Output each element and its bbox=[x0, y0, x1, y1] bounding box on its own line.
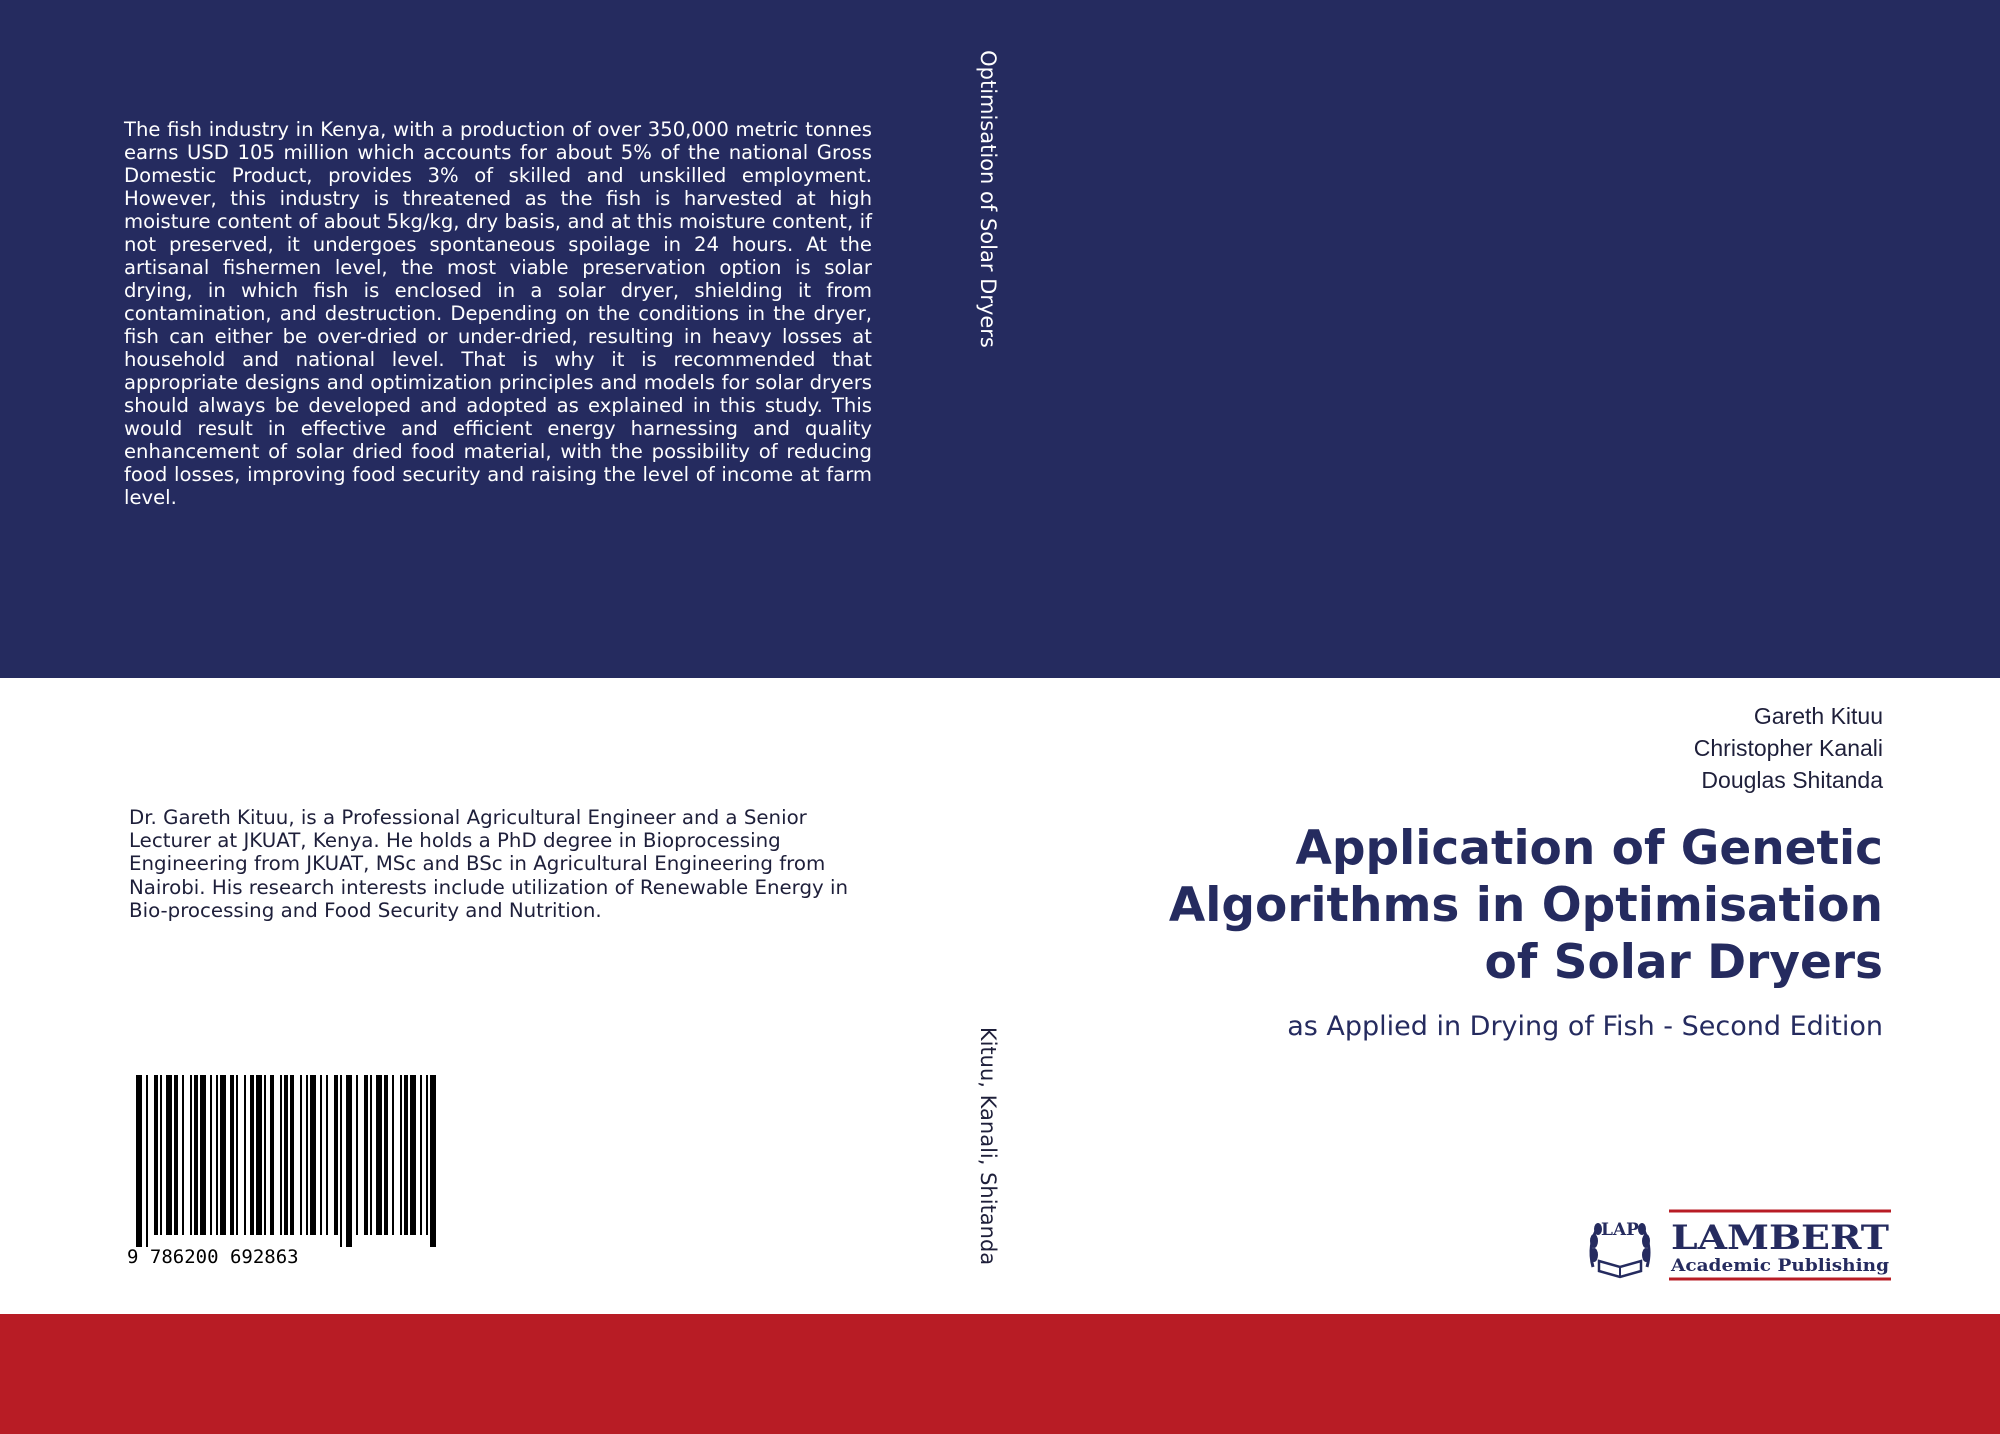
bottom-cover-band bbox=[0, 1314, 2000, 1434]
barcode-bar bbox=[264, 1075, 266, 1235]
barcode-graphic bbox=[126, 1073, 446, 1268]
title-line: of Solar Dryers bbox=[1484, 935, 1883, 990]
barcode-bar bbox=[404, 1075, 408, 1235]
barcode-bar bbox=[250, 1075, 254, 1235]
barcode-bar bbox=[230, 1075, 234, 1235]
barcode-bar bbox=[270, 1075, 274, 1235]
publisher-mark: LAP bbox=[1601, 1220, 1639, 1240]
barcode-bar bbox=[334, 1075, 338, 1235]
barcode-bar bbox=[326, 1075, 328, 1235]
barcode-bar bbox=[392, 1075, 394, 1235]
barcode-bar bbox=[364, 1075, 368, 1235]
publisher-name: LAMBERT bbox=[1671, 1218, 1889, 1258]
isbn-digits: 9 786200 692863 bbox=[127, 1246, 299, 1268]
barcode-bar bbox=[136, 1075, 142, 1247]
author-name: Gareth Kituu bbox=[1753, 703, 1883, 729]
barcode-bar bbox=[384, 1075, 388, 1235]
author-bio: Dr. Gareth Kituu, is a Professional Agricultural Engineer and a Senior Lecturer at JKUAT, Kenya. He holds a PhD degree in Bioprocessing Engineering from JKUAT, MSc and BSc in Agricultural Engineering from Nairobi. His research interests include utilization of Renewable Energy in Bio-processing and Food Security and Nutrition. bbox=[129, 806, 849, 922]
publisher-tagline: Academic Publishing bbox=[1669, 1256, 1890, 1276]
barcode-bar bbox=[320, 1075, 322, 1235]
barcode-bar bbox=[346, 1075, 352, 1247]
barcode-bar bbox=[194, 1075, 198, 1235]
book-title bbox=[1123, 820, 1883, 991]
barcode-bar bbox=[256, 1075, 262, 1235]
barcode-bar bbox=[290, 1075, 294, 1235]
back-cover-blurb: The fish industry in Kenya, with a production of over 350,000 metric tonnes earns USD 105 million which accounts for about 5% of the national Gross Domestic Product, provides 3% of skilled and unskilled employment. However, this industry is threatened as the fish is harvested at high moisture content of about 5kg/kg, dry basis, and at this moisture content, if not preserved, it undergoes spontaneous spoilage in 24 hours. At the artisanal fishermen level, the most viable preservation option is solar drying, in which fish is enclosed in a solar dryer, shielding it from contamination, and destruction. Depending on the conditions in the dryer, fish can either be over-dried or under-dried, resulting in heavy losses at household and national level. That is why it is recommended that appropriate designs and optimization principles and models for solar dryers should always be developed and adopted as explained in this study. This would result in effective and efficient energy harnessing and quality enhancement of solar dried food material, with the possibility of reducing food losses, improving food security and raising the level of income at farm level. bbox=[124, 118, 872, 509]
barcode-bar bbox=[410, 1075, 416, 1235]
barcode-bar bbox=[426, 1075, 428, 1235]
spine-authors: Kituu, Kanali, Shitanda bbox=[976, 1026, 1000, 1266]
barcode-bar bbox=[182, 1075, 184, 1235]
barcode-bar bbox=[340, 1075, 342, 1247]
title-line: Application of Genetic bbox=[1295, 821, 1883, 876]
barcode-bar bbox=[200, 1075, 206, 1235]
publisher-logo bbox=[1585, 1205, 1895, 1285]
barcode-bar bbox=[400, 1075, 402, 1235]
barcode-bar bbox=[236, 1075, 238, 1235]
barcode-bar bbox=[216, 1075, 218, 1235]
title-line: Algorithms in Optimisation bbox=[1168, 878, 1883, 933]
barcode-bar bbox=[154, 1075, 158, 1235]
book-subtitle: as Applied in Drying of Fish - Second Edition bbox=[1287, 1011, 1883, 1042]
spine-title: Optimisation of Solar Dryers bbox=[976, 50, 1000, 348]
isbn-barcode bbox=[126, 1073, 446, 1268]
barcode-bar bbox=[430, 1075, 436, 1247]
barcode-bar bbox=[370, 1075, 372, 1235]
barcode-bar bbox=[210, 1075, 212, 1235]
barcode-bar bbox=[300, 1075, 302, 1235]
barcode-bar bbox=[284, 1075, 288, 1235]
barcode-bar bbox=[356, 1075, 358, 1235]
barcode-bar bbox=[220, 1075, 226, 1235]
barcode-bar bbox=[146, 1075, 148, 1247]
barcode-bar bbox=[420, 1075, 422, 1235]
barcode-bar bbox=[174, 1075, 178, 1235]
barcode-bar bbox=[376, 1075, 382, 1235]
barcode-bar bbox=[280, 1075, 282, 1235]
barcode-bar bbox=[190, 1075, 192, 1235]
barcode-bar bbox=[310, 1075, 316, 1235]
front-authors bbox=[1694, 700, 1883, 796]
barcode-bar bbox=[244, 1075, 246, 1235]
author-name: Christopher Kanali bbox=[1693, 735, 1883, 761]
barcode-bar bbox=[160, 1075, 162, 1235]
barcode-bar bbox=[166, 1075, 172, 1235]
barcode-bar bbox=[306, 1075, 308, 1235]
author-name: Douglas Shitanda bbox=[1701, 767, 1883, 793]
